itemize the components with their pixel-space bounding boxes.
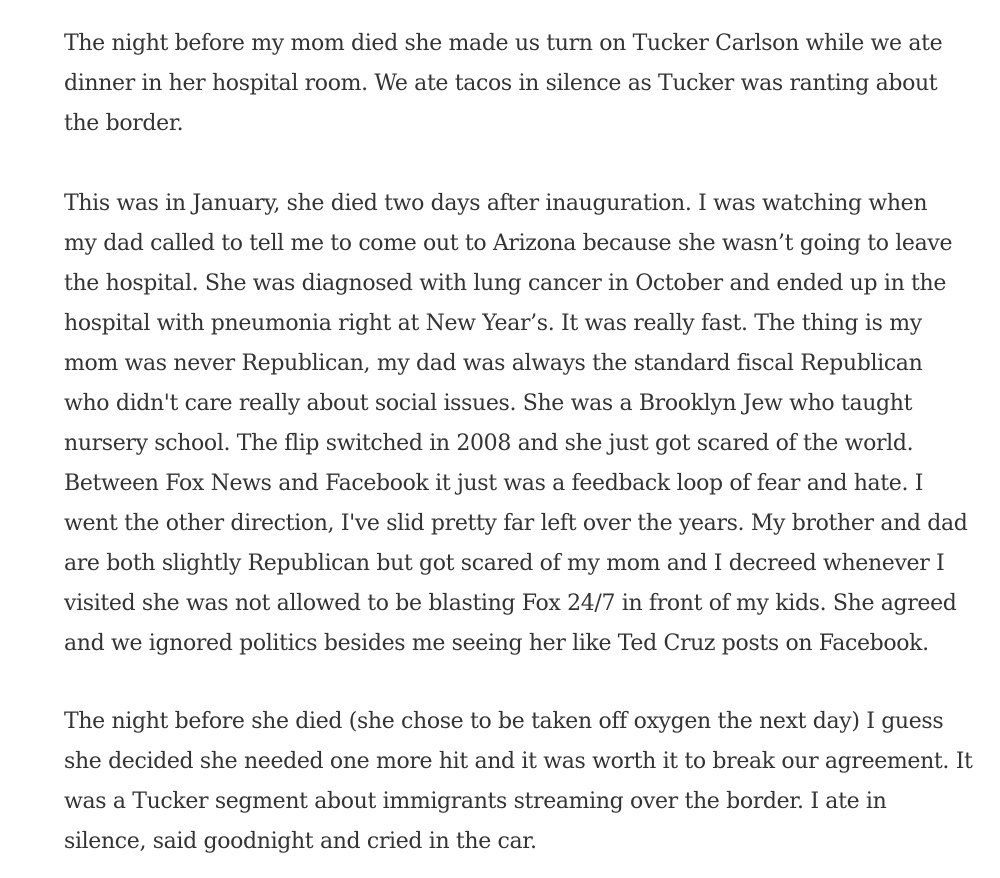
text-line: visited she was not allowed to be blasting Fox 24/7 in front of my kids. She agreed bbox=[64, 591, 957, 616]
text-line: the hospital. She was diagnosed with lung cancer in October and ended up in the bbox=[64, 271, 947, 296]
text-line: Between Fox News and Facebook it just was a feedback loop of fear and hate. I bbox=[64, 471, 924, 496]
text-line: my dad called to tell me to come out to Arizona because she wasn’t going to leave bbox=[64, 231, 953, 256]
text-line: she decided she needed one more hit and it was worth it to break our agreement. It bbox=[64, 749, 973, 774]
text-line: went the other direction, I've slid pretty far left over the years. My brother and dad bbox=[64, 511, 968, 536]
paragraph-1 bbox=[64, 24, 942, 144]
text-line: hospital with pneumonia right at New Year’s. It was really fast. The thing is my bbox=[64, 311, 922, 336]
text-line: The night before she died (she chose to be taken off oxygen the next day) I guess bbox=[64, 709, 944, 734]
paragraph-3 bbox=[64, 702, 973, 862]
text-line: nursery school. The flip switched in 2008 and she just got scared of the world. bbox=[64, 431, 914, 456]
paragraph-2 bbox=[64, 184, 968, 664]
text-line: The night before my mom died she made us turn on Tucker Carlson while we ate bbox=[64, 31, 943, 56]
text-line: the border. bbox=[64, 111, 184, 136]
text-line: and we ignored politics besides me seeing her like Ted Cruz posts on Facebook. bbox=[64, 631, 929, 656]
text-line: dinner in her hospital room. We ate tacos in silence as Tucker was ranting about bbox=[64, 71, 938, 96]
text-line: are both slightly Republican but got scared of my mom and I decreed whenever I bbox=[64, 551, 945, 576]
text-line: This was in January, she died two days after inauguration. I was watching when bbox=[64, 191, 928, 216]
text-line: who didn't care really about social issues. She was a Brooklyn Jew who taught bbox=[64, 391, 913, 416]
text-line: silence, said goodnight and cried in the car. bbox=[64, 829, 537, 854]
text-line: was a Tucker segment about immigrants streaming over the border. I ate in bbox=[64, 789, 887, 814]
text-line: mom was never Republican, my dad was always the standard fiscal Republican bbox=[64, 351, 923, 376]
